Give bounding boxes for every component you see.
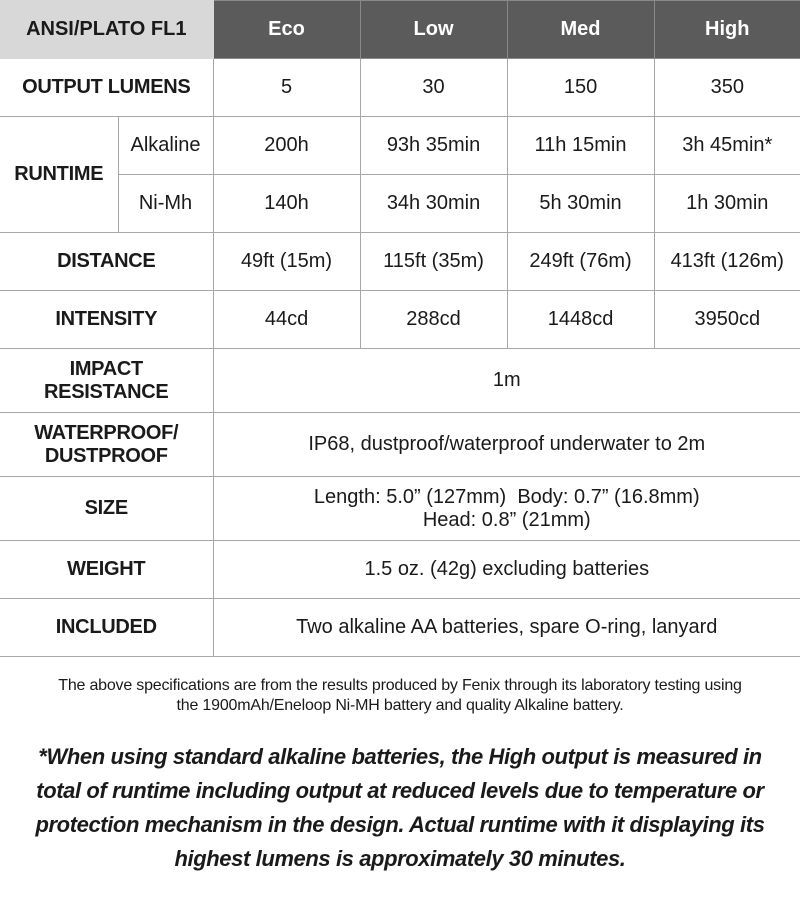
runtime-alkaline-med: 11h 15min (507, 117, 654, 175)
intensity-low: 288cd (360, 291, 507, 349)
impact-label-line1: IMPACT (69, 357, 143, 380)
waterproof-row (0, 413, 800, 477)
output-lumens-row (0, 59, 800, 117)
output-high: 350 (654, 59, 800, 117)
intensity-eco: 44cd (213, 291, 360, 349)
distance-low: 115ft (35m) (360, 233, 507, 291)
mode-low-header: Low (360, 1, 507, 59)
included-label: INCLUDED (0, 599, 213, 657)
intensity-row (0, 291, 800, 349)
size-row (0, 477, 800, 541)
runtime-nimh-low: 34h 30min (360, 175, 507, 233)
size-value-line1: Length: 5.0” (127mm) Body: 0.7” (16.8mm) (313, 485, 700, 508)
runtime-footnote-line4: highest lumens is approximately 30 minutes. (174, 846, 626, 871)
impact-label-line2: RESISTANCE (44, 380, 169, 403)
runtime-nimh-high: 1h 30min (654, 175, 800, 233)
output-med: 150 (507, 59, 654, 117)
runtime-footnote-line3: protection mechanism in the design. Actual runtime with it displaying its (35, 812, 765, 837)
header-row (0, 1, 800, 59)
waterproof-label (0, 413, 213, 477)
weight-row (0, 541, 800, 599)
runtime-alkaline-eco: 200h (213, 117, 360, 175)
runtime-nimh-row (0, 175, 800, 233)
mode-high-header: High (654, 1, 800, 59)
size-value-line2: Head: 0.8” (21mm) (422, 508, 591, 531)
included-value: Two alkaline AA batteries, spare O-ring, lanyard (213, 599, 800, 657)
testing-note-line1: The above specifications are from the results produced by Fenix through its laboratory testing using (58, 677, 742, 694)
runtime-label: RUNTIME (0, 117, 118, 233)
distance-row (0, 233, 800, 291)
impact-row (0, 349, 800, 413)
output-low: 30 (360, 59, 507, 117)
waterproof-label-line1: WATERPROOF/ (34, 421, 179, 444)
distance-high: 413ft (126m) (654, 233, 800, 291)
output-eco: 5 (213, 59, 360, 117)
included-row (0, 599, 800, 657)
testing-note (10, 676, 790, 716)
weight-label: WEIGHT (0, 541, 213, 599)
impact-value: 1m (213, 349, 800, 413)
weight-value: 1.5 oz. (42g) excluding batteries (213, 541, 800, 599)
mode-eco-header: Eco (213, 1, 360, 59)
runtime-footnote-line1: *When using standard alkaline batteries, the High output is measured in (38, 744, 762, 769)
runtime-alkaline-low: 93h 35min (360, 117, 507, 175)
impact-label (0, 349, 213, 413)
runtime-alkaline-label: Alkaline (118, 117, 213, 175)
runtime-nimh-eco: 140h (213, 175, 360, 233)
output-lumens-label: OUTPUT LUMENS (0, 59, 213, 117)
runtime-nimh-med: 5h 30min (507, 175, 654, 233)
distance-eco: 49ft (15m) (213, 233, 360, 291)
waterproof-value: IP68, dustproof/waterproof underwater to 2m (213, 413, 800, 477)
size-label: SIZE (0, 477, 213, 541)
runtime-footnote (8, 740, 792, 876)
standard-label: ANSI/PLATO FL1 (0, 1, 213, 59)
intensity-high: 3950cd (654, 291, 800, 349)
testing-note-line2: the 1900mAh/Eneloop Ni-MH battery and quality Alkaline battery. (176, 697, 624, 714)
intensity-label: INTENSITY (0, 291, 213, 349)
waterproof-label-line2: DUSTPROOF (44, 444, 168, 467)
runtime-nimh-label: Ni-Mh (118, 175, 213, 233)
distance-med: 249ft (76m) (507, 233, 654, 291)
mode-med-header: Med (507, 1, 654, 59)
intensity-med: 1448cd (507, 291, 654, 349)
size-value (213, 477, 800, 541)
runtime-alkaline-row (0, 117, 800, 175)
runtime-footnote-line2: total of runtime including output at reduced levels due to temperature or (36, 778, 764, 803)
runtime-alkaline-high: 3h 45min* (654, 117, 800, 175)
distance-label: DISTANCE (0, 233, 213, 291)
